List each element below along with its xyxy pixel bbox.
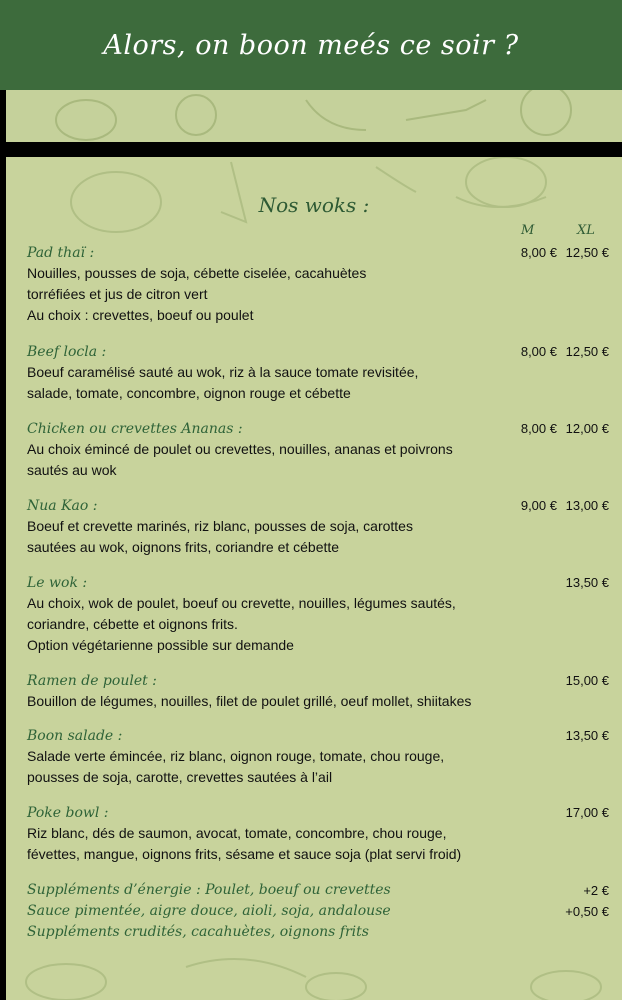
menu-item-description: [27, 593, 507, 656]
price-xl: 13,50 €: [565, 728, 609, 743]
page-title: Alors, on boon meés ce soir ?: [103, 29, 519, 61]
menu-item: [27, 419, 617, 481]
supplement-row: [27, 922, 617, 943]
menu-item-name: Chicken ou crevettes Ananas :: [27, 421, 243, 437]
size-m-header: M: [521, 223, 535, 238]
description-line: Boeuf et crevette marinés, riz blanc, pousses de soja, carottes: [27, 518, 413, 534]
menu-item: [27, 573, 617, 656]
menu-item: [27, 671, 617, 712]
menu-item-description: [27, 746, 507, 788]
description-line: févettes, mangue, oignons frits, sésame et sauce soja (plat servi froid): [27, 846, 462, 862]
section-title: Nos woks :: [258, 193, 370, 217]
menu-item-name: Nua Kao :: [27, 498, 98, 514]
description-line: Boeuf caramélisé sauté au wok, riz à la sauce tomate revisitée,: [27, 364, 419, 380]
supplement-row: [27, 901, 617, 922]
supplement-price: +2 €: [583, 883, 609, 898]
menu-card: [6, 157, 622, 1000]
price-xl: 12,00 €: [565, 421, 609, 436]
description-line: Au choix : crevettes, boeuf ou poulet: [27, 307, 254, 323]
supplement-label: Suppléments d’énergie : Poulet, boeuf ou crevettes: [27, 882, 391, 898]
header-bar: [0, 0, 622, 90]
menu-item: [27, 803, 617, 865]
description-line: Riz blanc, dés de saumon, avocat, tomate, concombre, chou rouge,: [27, 825, 447, 841]
menu-item: [27, 496, 617, 558]
description-line: torréfiées et jus de citron vert: [27, 286, 208, 302]
price-m: 8,00 €: [520, 421, 557, 436]
price-xl: 13,50 €: [565, 575, 609, 590]
supplement-price: +0,50 €: [565, 904, 609, 919]
description-line: Option végétarienne possible sur demande: [27, 637, 294, 653]
menu-item-name: Ramen de poulet :: [27, 673, 157, 689]
description-line: Salade verte émincée, riz blanc, oignon rouge, tomate, chou rouge,: [27, 748, 445, 764]
menu-item-name: Beef locla :: [27, 344, 107, 360]
price-xl: 13,00 €: [565, 498, 609, 513]
decorative-strip: [6, 90, 622, 142]
description-line: coriandre, cébette et oignons frits.: [27, 616, 238, 632]
description-line: pousses de soja, carotte, crevettes sautées à l’ail: [27, 769, 333, 785]
menu-item-description: [27, 823, 507, 865]
menu-item-description: [27, 516, 507, 558]
menu-item-name: Le wok :: [27, 575, 88, 591]
supplement-label: Suppléments crudités, cacahuètes, oignons frits: [27, 924, 369, 940]
supplement-row: [27, 880, 617, 901]
description-line: Bouillon de légumes, nouilles, filet de poulet grillé, oeuf mollet, shiitakes: [27, 693, 472, 709]
supplement-label: Sauce pimentée, aigre douce, aioli, soja, andalouse: [27, 903, 391, 919]
description-line: sautés au wok: [27, 462, 117, 478]
description-line: Nouilles, pousses de soja, cébette ciselée, cacahuètes: [27, 265, 367, 281]
size-xl-header: XL: [577, 223, 595, 238]
description-line: sautées au wok, oignons frits, coriandre et cébette: [27, 539, 340, 555]
menu-item-name: Poke bowl :: [27, 805, 109, 821]
price-xl: 17,00 €: [565, 805, 609, 820]
description-line: salade, tomate, concombre, oignon rouge et cébette: [27, 385, 351, 401]
menu-item-description: [27, 691, 507, 712]
price-m: 8,00 €: [520, 344, 557, 359]
description-line: Au choix, wok de poulet, boeuf ou crevette, nouilles, légumes sautés,: [27, 595, 456, 611]
menu-item-name: Boon salade :: [27, 728, 123, 744]
price-xl: 12,50 €: [565, 344, 609, 359]
description-line: Au choix émincé de poulet ou crevettes, nouilles, ananas et poivrons: [27, 441, 453, 457]
menu-item: [27, 243, 617, 326]
vegetable-illustration-icon: [6, 90, 622, 142]
menu-item-description: [27, 263, 507, 326]
menu-item-description: [27, 362, 507, 404]
price-m: 9,00 €: [520, 498, 557, 513]
menu-item-name: Pad thaï :: [27, 245, 95, 261]
price-xl: 15,00 €: [565, 673, 609, 688]
menu-item-description: [27, 439, 507, 481]
price-m: 8,00 €: [520, 245, 557, 260]
menu-item: [27, 726, 617, 788]
menu-item: [27, 342, 617, 404]
supplements-list: [27, 880, 617, 943]
price-xl: 12,50 €: [565, 245, 609, 260]
